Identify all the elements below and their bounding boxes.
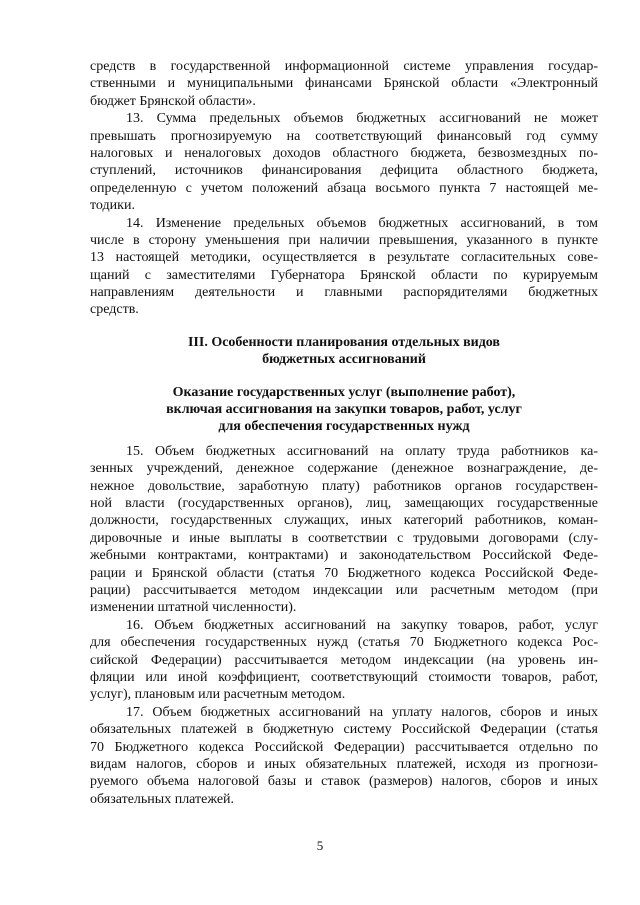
text-line: для обеспечения государственных нужд (статья 70 Бюджетного кодекса Рос- (90, 635, 598, 651)
text-line: обязательных платежей. (90, 791, 235, 807)
text-line: 13 настоящей методики, осуществляется в результате согласительных сове- (90, 250, 598, 266)
paragraph-14 (90, 215, 598, 319)
paragraph-15 (90, 443, 598, 617)
text-line: должности, государственных служащих, иных категорий работников, коман- (90, 513, 598, 529)
text-line: 15. Объем бюджетных ассигнований на оплату труда работников ка- (126, 443, 598, 459)
heading-line: для обеспечения государственных нужд (218, 419, 470, 435)
text-line: жебными контрактами, контрактами) и законодательством Российской Феде- (90, 548, 598, 564)
heading-line: Оказание государственных услуг (выполнение работ), (172, 384, 516, 400)
paragraph-16 (90, 617, 598, 704)
text-line: определенную с учетом положений абзаца восьмого пункта 7 настоящей ме- (90, 180, 598, 196)
text-line: налоговых и неналоговых доходов областного бюджета, безвозмездных по- (90, 145, 598, 161)
text-line: ственными и муниципальными финансами Брянской области «Электронный (90, 76, 598, 92)
text-line: изменении штатной численности). (90, 600, 297, 616)
heading-line: III. Особенности планирования отдельных видов (187, 334, 500, 350)
paragraph-intro (90, 58, 598, 110)
text-line: ступлений, источников финансирования дефицита областного бюджета, (90, 163, 598, 179)
text-line: обязательных платежей в бюджетную систему Российской Федерации (статья (90, 722, 598, 738)
text-line: рации) рассчитывается методом индексации или расчетным методом (при (90, 583, 598, 599)
text-line: превышать прогнозируемую на соответствующий финансовый год сумму (90, 128, 598, 144)
paragraph-17 (90, 704, 598, 808)
text-line: сийской Федерации) рассчитывается методом индексации (на уровень ин- (90, 652, 598, 668)
text-line: средств. (90, 302, 139, 318)
document-page (90, 58, 598, 808)
text-line: числе в сторону уменьшения при наличии превышения, указанного в пункте (90, 232, 598, 248)
text-line: 17. Объем бюджетных ассигнований на уплату налогов, сборов и иных (126, 704, 598, 720)
text-line: руемого объема налоговой базы и ставок (размеров) налогов, сборов и иных (90, 774, 598, 790)
text-line: 16. Объем бюджетных ассигнований на закупку товаров, работ, услуг (126, 617, 598, 633)
text-line: дировочные и иные выплаты в соответствии с трудовыми договорами (слу- (90, 530, 598, 546)
text-line: фляции или иной коэффициент, соответствующий стоимости товаров, работ, (90, 669, 598, 685)
text-line: ной власти (государственных органов), лиц, замещающих государственные (90, 496, 598, 512)
text-line: зенных учреждений, денежное содержание (денежное вознаграждение, де- (90, 461, 598, 477)
text-line: нежное довольствие, заработную плату) работников органов государствен- (90, 478, 598, 494)
heading-line: включая ассигнования на закупки товаров, работ, услуг (166, 402, 522, 418)
paragraph-13 (90, 110, 598, 214)
heading-line: бюджетных ассигнований (262, 352, 426, 368)
text-line: щаний с заместителями Губернатора Брянской области по курируемым (90, 267, 598, 283)
text-line: видам налогов, сборов и иных обязательных платежей, исходя из прогнози- (90, 756, 598, 772)
text-line: направлениям деятельности и главными распорядителями бюджетных (90, 285, 598, 301)
text-line: 13. Сумма предельных объемов бюджетных ассигнований не может (126, 111, 598, 127)
text-line: 14. Изменение предельных объемов бюджетных ассигнований, в том (126, 215, 598, 231)
text-line: услуг), плановым или расчетным методом. (90, 687, 346, 703)
subsection-heading (90, 384, 598, 436)
text-line: тодики. (90, 198, 135, 214)
text-line: бюджет Брянской области». (90, 93, 256, 109)
text-line: рации и Брянской области (статья 70 Бюджетного кодекса Российской Феде- (90, 565, 598, 581)
section-heading (90, 334, 598, 369)
page-number: 5 (316, 838, 324, 853)
text-line: средств в государственной информационной системе управления государ- (90, 59, 598, 74)
text-line: 70 Бюджетного кодекса Российской Федерации) рассчитывается отдельно по (90, 739, 598, 755)
